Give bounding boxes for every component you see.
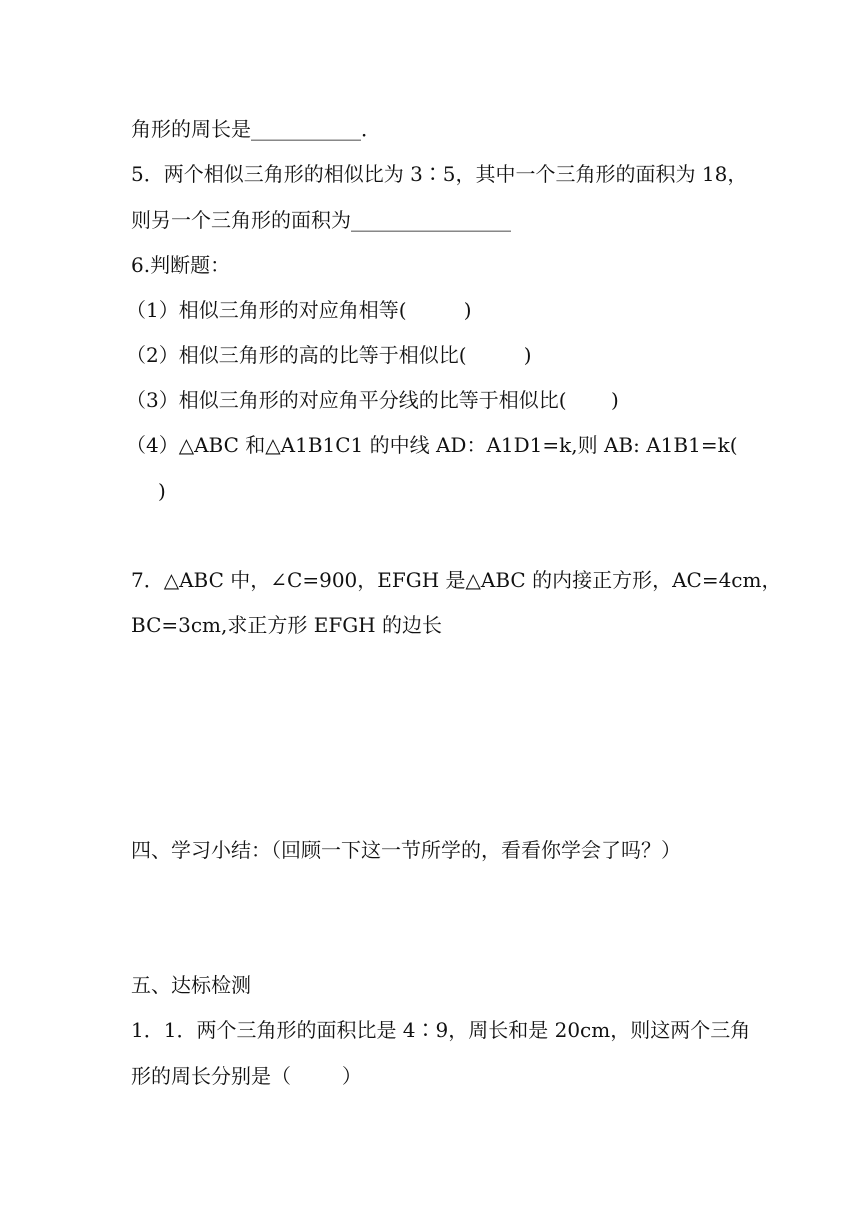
question-7-line-2: BC=3cm,求正方形 EFGH 的边长	[131, 613, 442, 637]
question-6-item-4: （4）△ABC 和△A1B1C1 的中线 AD：A1D1=k,则 AB: A1B1=k(	[126, 433, 738, 457]
question-5-line-2: 则另一个三角形的面积为________________	[131, 208, 511, 232]
question-6-item-1: （1）相似三角形的对应角相等( )	[126, 298, 472, 322]
test-question-1-line-2: 形的周长分别是（ ）	[131, 1064, 362, 1088]
question-6-item-4-cont: )	[158, 479, 166, 503]
question-6-title: 6.判断题：	[131, 253, 231, 277]
question-7-line-1: 7．△ABC 中，∠C=900，EFGH 是△ABC 的内接正方形，AC=4cm，	[131, 568, 782, 592]
question-6-item-2: （2）相似三角形的高的比等于相似比( )	[126, 343, 532, 367]
test-question-1-line-1: 1．1．两个三角形的面积比是 4∶9，周长和是 20cm，则这两个三角	[131, 1018, 751, 1042]
section-4-heading: 四、学习小结：（回顾一下这一节所学的，看看你学会了吗？）	[131, 838, 681, 862]
question-5-line-1: 5．两个相似三角形的相似比为 3∶5，其中一个三角形的面积为 18，	[131, 162, 748, 186]
section-5-heading: 五、达标检测	[131, 973, 251, 997]
text-line: 角形的周长是___________．	[131, 117, 381, 141]
question-6-item-3: （3）相似三角形的对应角平分线的比等于相似比( )	[126, 388, 619, 412]
